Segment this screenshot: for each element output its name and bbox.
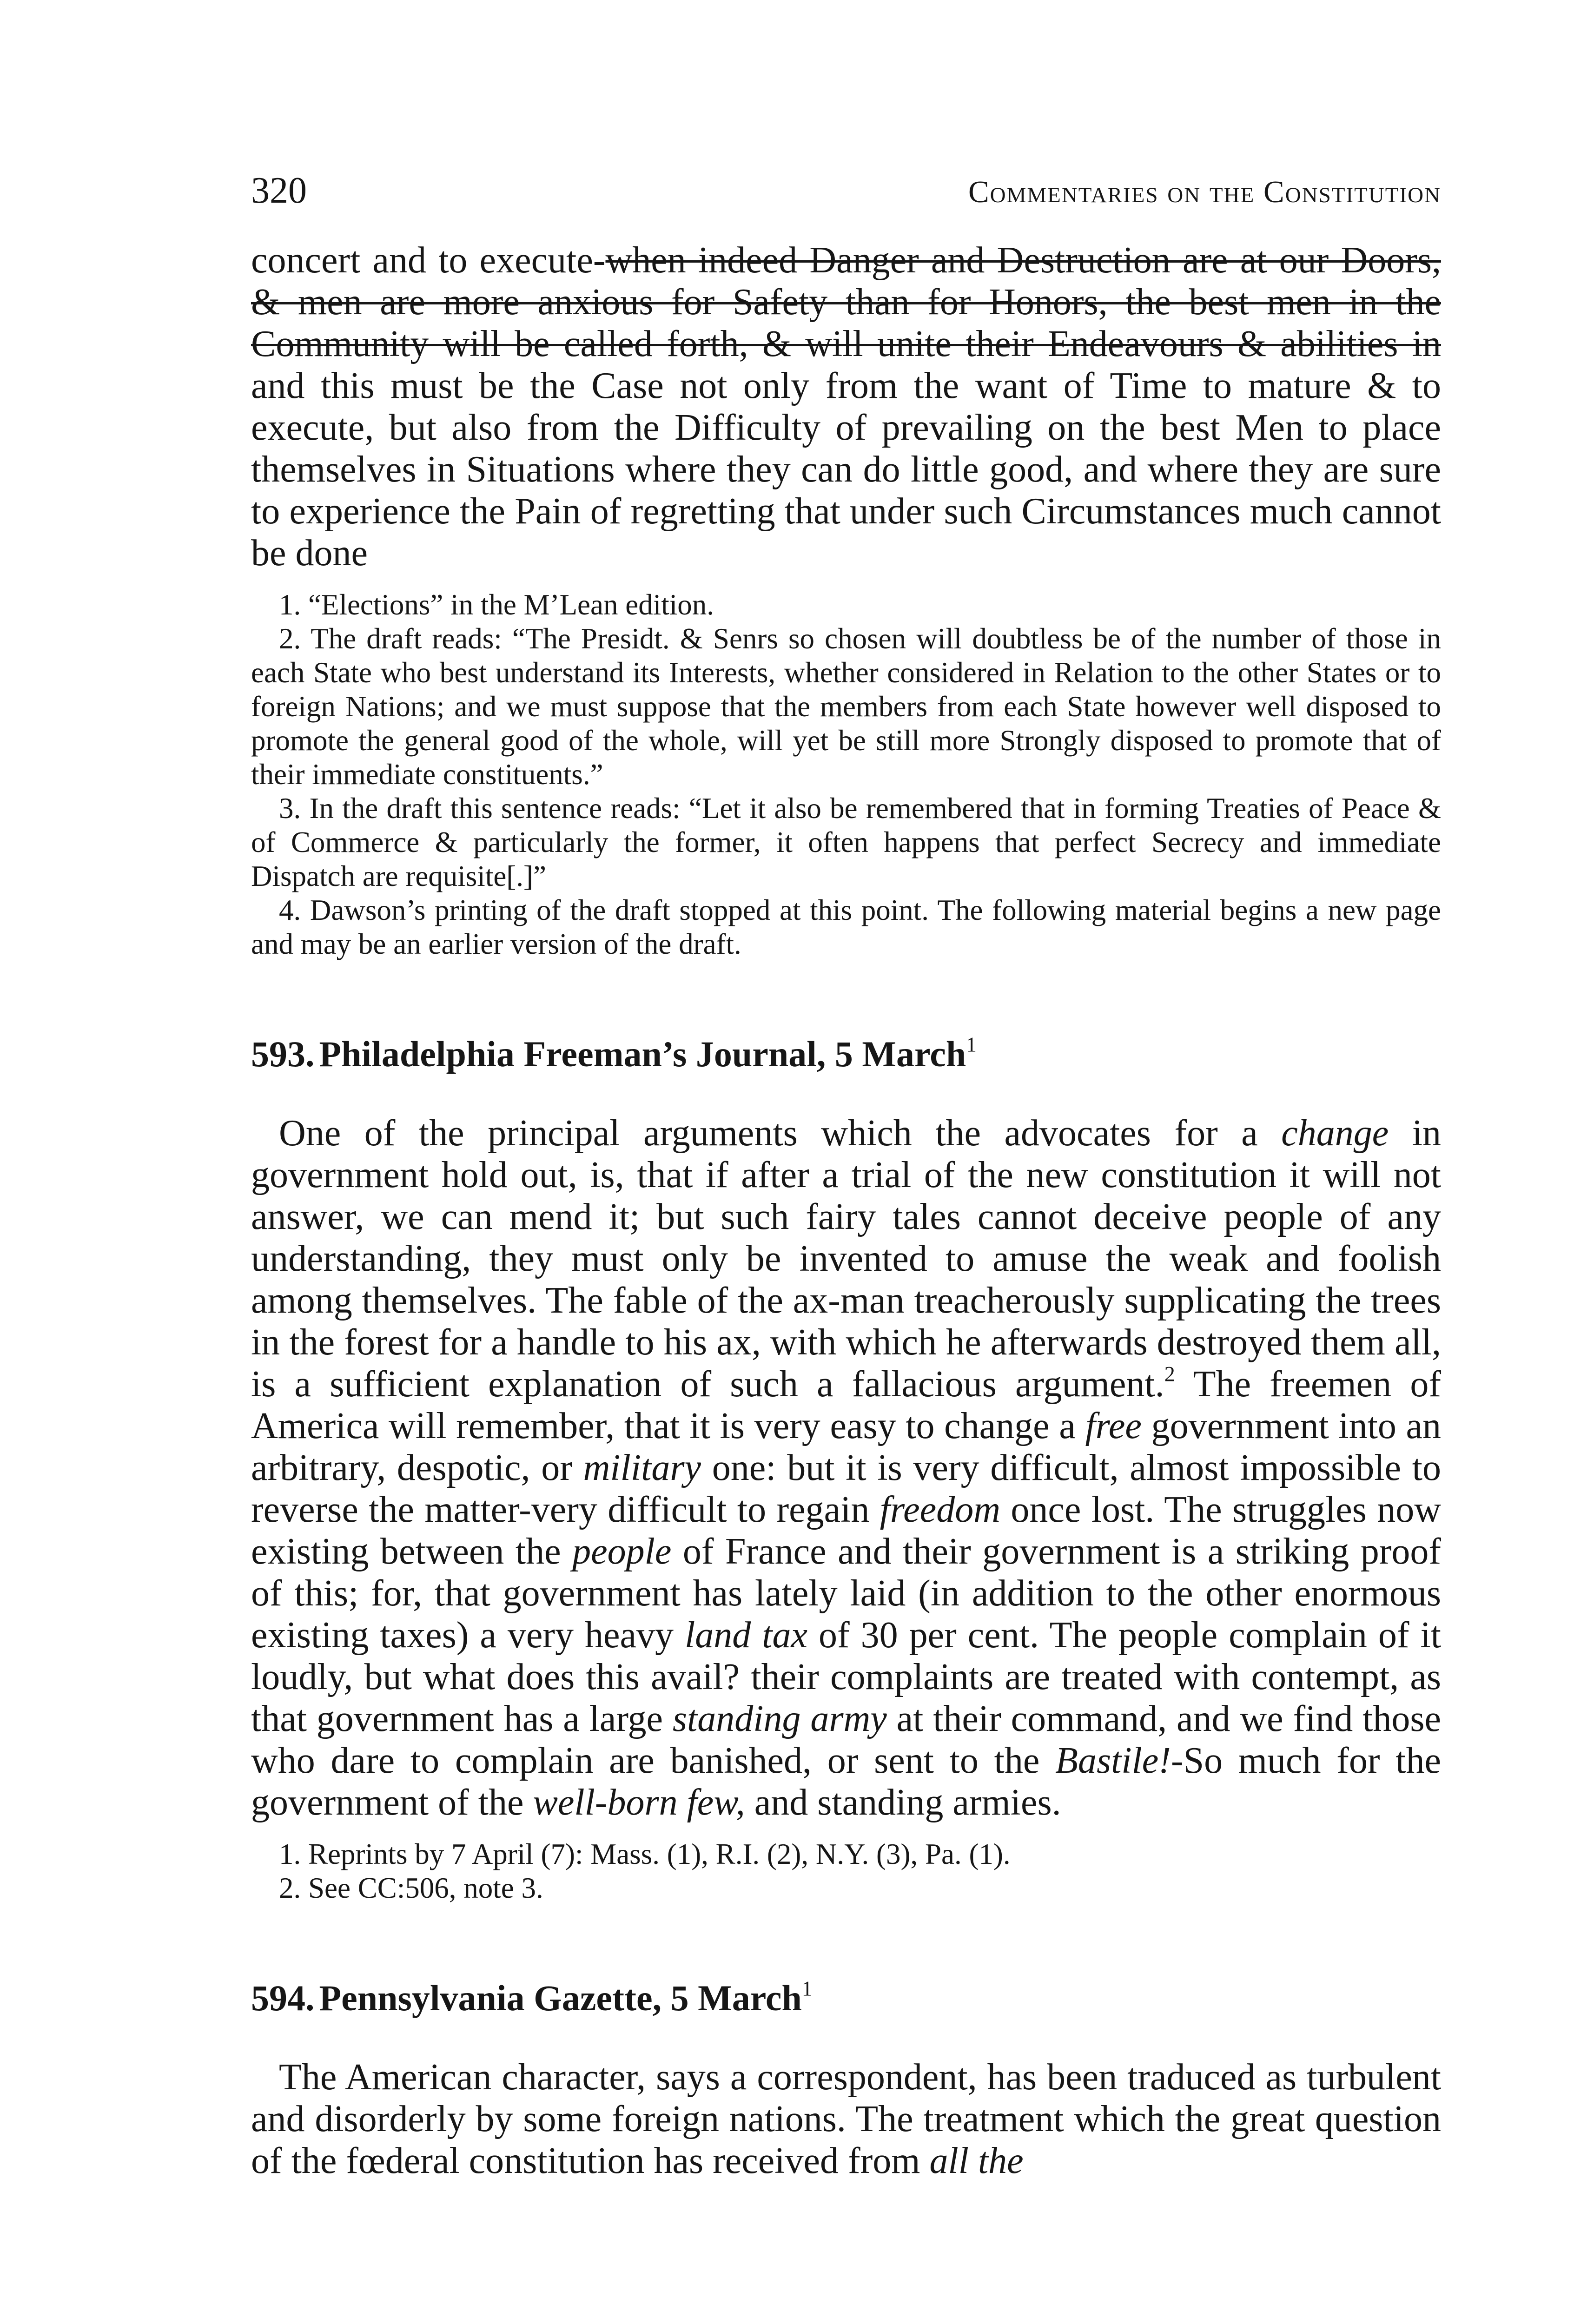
continuation-lead: concert and to execute- — [251, 240, 606, 281]
entry-594-paragraph: The American character, says a correspondent, has been traduced as turbulent and disorderly by some foreign nations. The treatment which the great question of the fœderal constitution has received from all the — [251, 2057, 1441, 2181]
italic-text: free — [1085, 1406, 1142, 1446]
footnote: 2. The draft reads: “The Presidt. & Senrs so chosen will doubtless be of the number of those in each State who best understand its Interests, whether considered in Relation to the other States or to foreign Nations; and we must suppose that the members from each State however well disposed to promote the general good of the whole, will yet be still more Strongly disposed to promote that of their immediate constituents.” — [251, 622, 1441, 791]
italic-text: change — [1281, 1113, 1389, 1154]
entry-number: 594. — [251, 1978, 315, 2018]
footnote: 3. In the draft this sentence reads: “Let it also be remembered that in forming Treaties of Peace & of Commerce & particularly the former, it often happens that perfect Secrecy and immediate Dispatch are requisite[.]” — [251, 792, 1441, 892]
italic-text: people — [572, 1531, 672, 1572]
italic-text: freedom — [880, 1489, 1000, 1530]
footnote: 4. Dawson’s printing of the draft stopped at this point. The following material begins a new page and may be an earlier version of the draft. — [251, 894, 1441, 960]
footnote: 1. Reprints by 7 April (7): Mass. (1), R.I. (2), N.Y. (3), Pa. (1). — [279, 1838, 1011, 1870]
entry-title: Pennsylvania Gazette, 5 March — [319, 1978, 802, 2018]
entry-title: Philadelphia Freeman’s Journal, 5 March — [319, 1034, 966, 1074]
footnote-marker: 2 — [1164, 1362, 1175, 1386]
italic-text: military — [583, 1447, 701, 1488]
continuation-notes — [251, 588, 1441, 961]
entry-593-notes — [251, 1837, 1441, 1905]
entry-number: 593. — [251, 1034, 315, 1074]
footnote: 2. See CC:506, note 3. — [279, 1872, 543, 1904]
entry-heading-593 — [251, 1031, 1441, 1077]
italic-text: standing army — [672, 1698, 887, 1739]
italic-text: land tax — [685, 1615, 807, 1656]
italic-text: Bastile! — [1055, 1740, 1171, 1781]
page-content — [251, 239, 1441, 2182]
continuation-rest: and this must be the Case not only from the want of Time to mature & to execute, but also from the Difficulty of prevailing on the best Men to place themselves in Situations where they can do little good, and where they are sure to experience the Pain of regretting that under such Circumstances much cannot be done — [251, 365, 1441, 574]
italic-text: all the — [929, 2140, 1024, 2181]
entry-593-paragraph: One of the principal arguments which the advocates for a change in government hold out, is, that if after a trial of the new constitution it will not answer, we can mend it; but such fairy tales cannot deceive people of any understanding, they must only be invented to amuse the weak and foolish among themselves. The fable of the ax-man treacherously supplicating the trees in the forest for a handle to his ax, with which he afterwards destroyed them all, is a sufficient explanation of such a fallacious argument.$^2$ The freemen of America will remember, that it is very easy to change a free government into an arbitrary, despotic, or military one: but it is very difficult, almost impossible to reverse the matter-very difficult to regain freedom once lost. The struggles now existing between the people of France and their government is a striking proof of this; for, that government has lately laid (in addition to the other enormous existing taxes) a very heavy land tax of 30 per cent. The people complain of it loudly, but what does this avail? their complaints are treated with contempt, as that government has a large standing army at their command, and we find those who dare to complain are banished, or sent to the Bastile!-So much for the government of the well-born few, and standing armies. — [251, 1113, 1442, 1823]
running-header — [251, 165, 1441, 221]
footnote-marker: 1 — [801, 1977, 813, 2000]
page-number: 320 — [251, 170, 307, 211]
running-title: Commentaries on the Constitution — [968, 175, 1441, 209]
footnote-marker: 1 — [966, 1033, 977, 1056]
footnote: 1. “Elections” in the M’Lean edition. — [279, 588, 714, 621]
italic-text: well-born few, — [533, 1782, 745, 1823]
struck-through-text: when indeed Danger and Destruction are at our Doors, & men are more anxious for Safety than for Honors, the best men in the Community will be called forth, & will unite their Endeavours & abilities in — [251, 240, 1441, 364]
entry-heading-594 — [251, 1975, 1441, 2021]
continuation-paragraph — [251, 239, 1441, 574]
